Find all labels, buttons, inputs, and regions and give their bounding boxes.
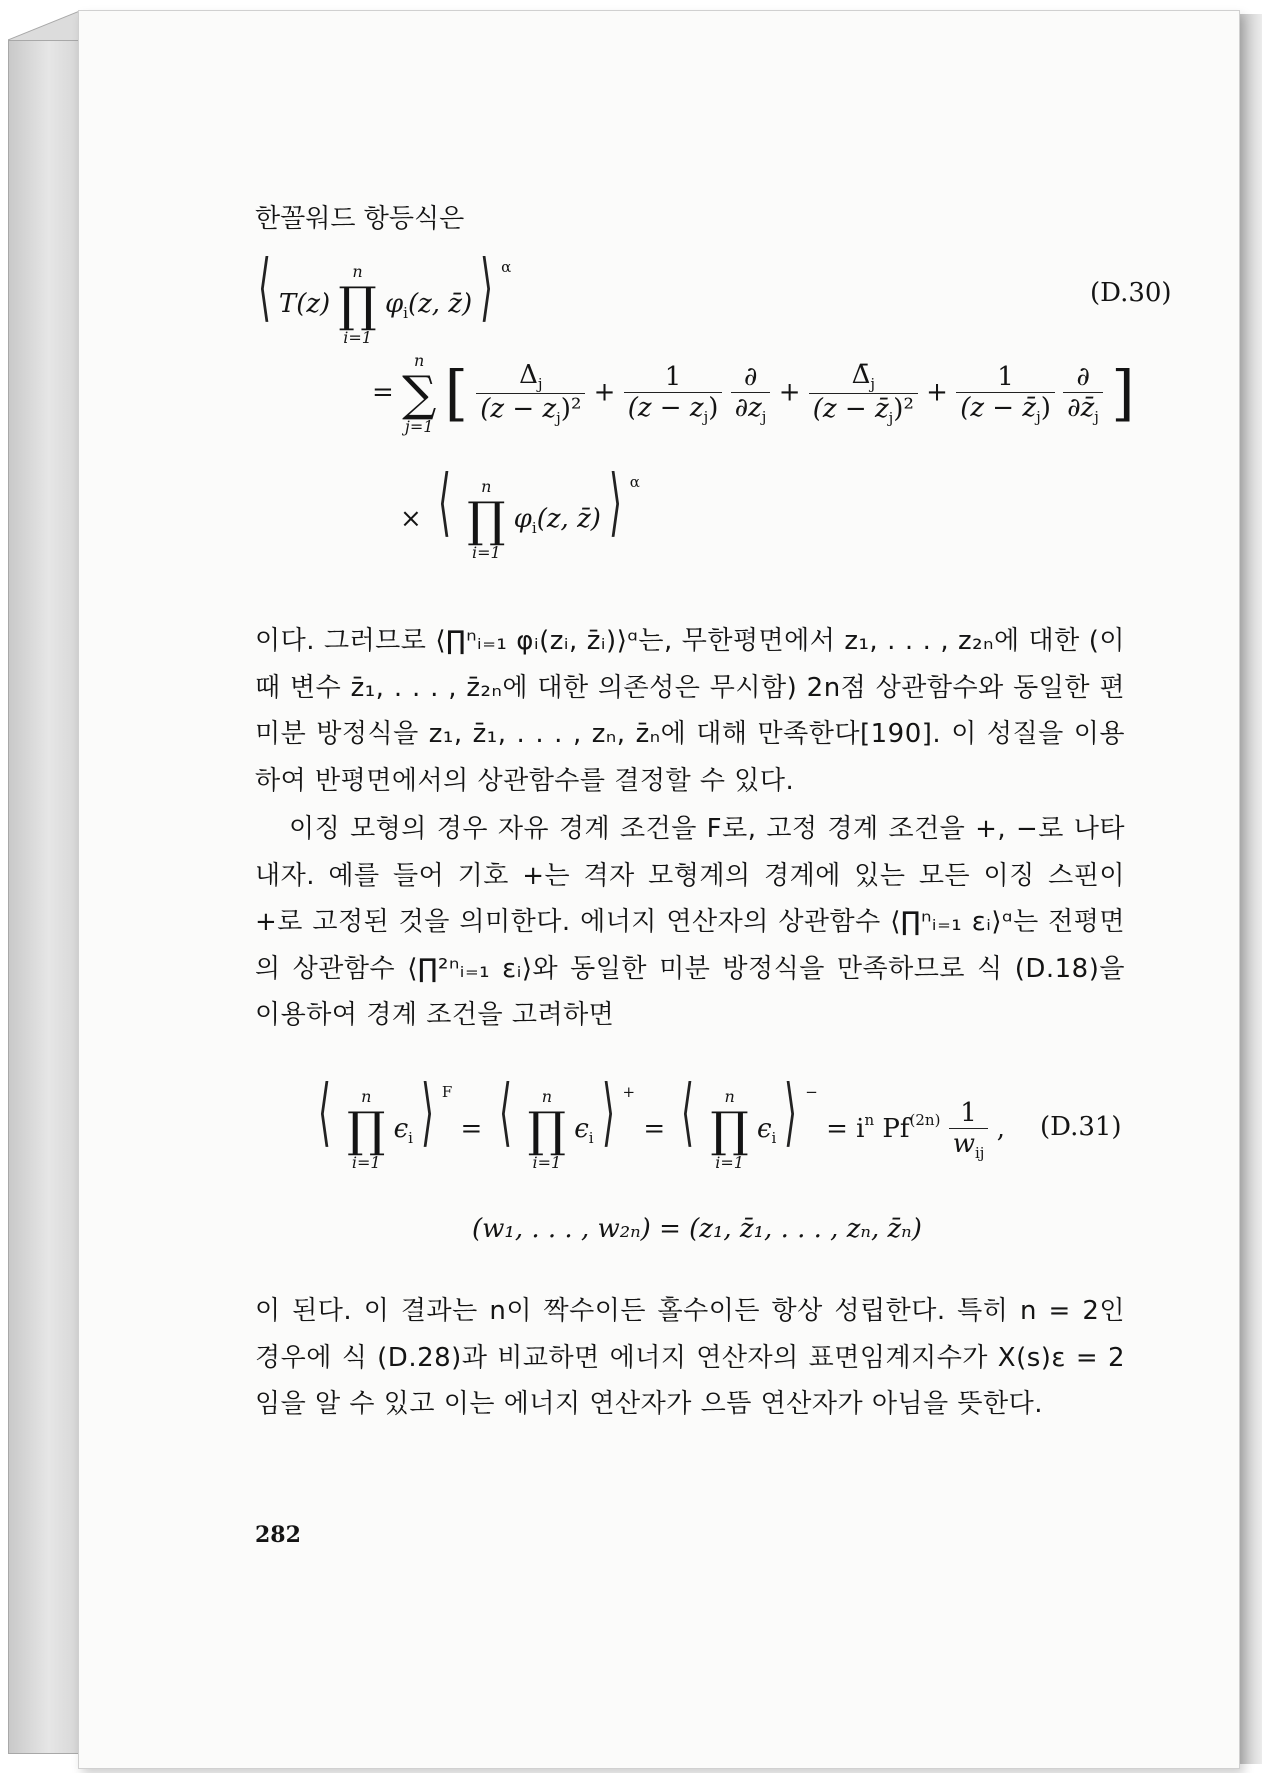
eq30-d1-den: ∂z	[734, 392, 762, 423]
eq31-comma: ,	[996, 1114, 1005, 1144]
eq30-phi2-args: (z, z̄)	[536, 504, 601, 534]
eq30-prod-bottom: i=1	[343, 328, 372, 347]
page-edge-shade	[1238, 14, 1262, 1764]
eq30-product-2: n ∏ i=1	[467, 477, 506, 562]
eq30-t1-den: (z − z	[480, 394, 557, 425]
eq30-plus-3: +	[926, 377, 948, 408]
equation-number-d30: (D.30)	[1090, 278, 1172, 308]
eq30-deriv2	[1063, 362, 1103, 426]
eq30-phi-sub: i	[403, 304, 408, 322]
paragraph-2-text: 이징 모형의 경우 자유 경계 조건을 F로, 고정 경계 조건을 +, −로 나타내자. 예를 들어 기호 +는 격자 모형계의 경계에 있는 모든 이징 스핀이 +로 고정된 것을 의미한다. 에너지 연산자의 상관함수 ⟨∏ⁿᵢ₌₁ εᵢ⟩ᵅ는 전평면의 상관함수 ⟨∏²ⁿᵢ₌₁ εᵢ⟩와 동일한 미분 방정식을 만족하므로 식 (D.18)을 이용하여 경계 조건을 고려하면	[255, 814, 1125, 1030]
eq30-prod-top: n	[352, 262, 363, 282]
equation-d30-rhs: = n ∑ j=1 [ $\frac{\Delta_j}{(z - z_j)^2}$ + $\frac{1}{(z - z_j)}$ $\frac{\partial}{\partial z_j}$ + $\frac{\Deltā_j}{(z - z̄_j)^2}$ + $\frac{1}{(z - z̄_j)}$ $\frac{\partial}{\partial z̄_j}$ ]	[372, 351, 1135, 436]
eq30-plus-1: +	[593, 377, 616, 408]
eq31-equals-2: =	[643, 1114, 666, 1144]
eq31-equals-3: =	[826, 1114, 848, 1144]
eq31-eps-1: ϵ	[393, 1114, 409, 1144]
eq30-t2-den: (z − z	[627, 392, 704, 423]
eq30-term4	[956, 362, 1055, 426]
eq30-phi: φ	[384, 289, 404, 319]
eq30-t3-den: (z − z̄	[812, 394, 889, 425]
paragraph-2	[255, 806, 1125, 1039]
eq30-d2-den: ∂z̄	[1067, 392, 1095, 423]
eq31-pf-sup: (2n)	[909, 1111, 941, 1129]
book-spine	[8, 40, 82, 1754]
page-number: 282	[255, 1522, 301, 1548]
eq30-t1-num: Δ	[519, 360, 538, 391]
eq30-t4-num: 1	[956, 362, 1055, 393]
eq31-frac-den: w	[952, 1129, 975, 1159]
eq31-prod3-top: n	[724, 1087, 735, 1107]
eq30-phi2-sub: i	[531, 519, 537, 537]
eq30-sum-top: n	[414, 351, 425, 370]
eq31-prod-3: n ∏ i=1	[710, 1087, 749, 1172]
paragraph-3	[255, 1288, 1125, 1428]
eq31-prod3-bottom: i=1	[715, 1153, 744, 1172]
eq31-prod2-bottom: i=1	[532, 1153, 562, 1172]
eq30-t1-den-sub: j	[556, 409, 561, 428]
eq30-phi-args: (z, z̄)	[407, 289, 473, 319]
equation-d31: ⟨ n ∏ i=1 $\epsilon_i$ ⟩ $^F$ = ⟨ n ∏ i=1 $\epsilon_i$ ⟩ + = ⟨ n ∏ i=1 $\epsilon_i$ ⟩ $^- = i^n$ $Pf^{(2n)}$ $\frac{1}{w_{ij}}$ ,	[317, 1069, 1005, 1172]
eq30-power-2: α	[629, 473, 640, 491]
eq31-i-power: n	[864, 1111, 875, 1129]
paragraph-1	[255, 618, 1125, 804]
eq30-times: ×	[400, 504, 422, 534]
eq30-t1-num-sub: j	[537, 375, 543, 394]
eq30-d1-num: ∂	[731, 362, 771, 393]
eq31-eps3-sub: i	[771, 1129, 777, 1147]
eq30-t3-num-sub: j	[870, 375, 876, 394]
eq31-pf: Pf	[882, 1114, 910, 1144]
eq31-eps2-sub: i	[588, 1129, 594, 1147]
eq30-t2-den-tail: )	[708, 392, 719, 423]
eq30-phi-2: φ	[513, 504, 532, 534]
eq30-d2-den-sub: j	[1094, 407, 1099, 426]
eq30-deriv1	[731, 362, 771, 426]
paragraph-1-text: 이다. 그러므로 ⟨∏ⁿᵢ₌₁ φᵢ(zᵢ, z̄ᵢ)⟩ᵅ는, 무한평면에서 z₁, . . . , z₂ₙ에 대한 (이때 변수 z̄₁, . . . , z̄₂ₙ에 대한 의존성은 무시함) 2n점 상관함수와 동일한 편미분 방정식을 z₁, z̄₁, . . . , zₙ, z̄ₙ에 대해 만족한다[190]. 이 성질을 이용하여 반평면에서의 상관함수를 결정할 수 있다.	[255, 626, 1125, 796]
eq31-sup-minus: −	[805, 1083, 818, 1101]
eq31-frac-den-sub: ij	[974, 1144, 985, 1162]
eq31-equals-1: =	[460, 1114, 483, 1144]
eq31-prod-1: n ∏ i=1	[347, 1087, 386, 1172]
eq30-sum-bottom: j=1	[404, 416, 434, 436]
eq30-plus-2: +	[778, 377, 801, 408]
eq31-prod1-top: n	[361, 1087, 372, 1107]
eq31-sup-F: F	[441, 1083, 453, 1101]
eq30-t1-den-tail: )²	[560, 394, 582, 425]
eq30-term1	[476, 360, 585, 427]
eq30-t2-den-sub: j	[703, 407, 709, 426]
eq30-t2-num: 1	[624, 362, 723, 393]
eq30-t3-den-sub: j	[888, 409, 894, 428]
eq31-eps-2: ϵ	[574, 1114, 589, 1144]
eq30-d2-num: ∂	[1063, 362, 1103, 393]
eq31-sup-plus: +	[622, 1083, 636, 1101]
eq30-product: n ∏ i=1	[338, 262, 377, 347]
eq30-equals: =	[372, 377, 394, 408]
eq30-t3-num: Δ̄	[851, 360, 871, 391]
eq31-frac	[949, 1098, 989, 1162]
eq30-power: α	[501, 258, 512, 276]
eq30-prod2-bottom: i=1	[471, 543, 501, 562]
eq30-t4-den-sub: j	[1036, 407, 1041, 426]
equation-d30-lhs: ⟨ T(z) n ∏ i=1 $\varphi_i(z$, z̄) ⟩ $^\alpha$	[257, 244, 512, 347]
eq30-t4-den: (z − z̄	[960, 392, 1037, 423]
eq30-prod2-top: n	[481, 477, 492, 497]
eq31-prod2-top: n	[541, 1087, 552, 1107]
intro-line: 한꼴워드 항등식은	[255, 204, 465, 234]
eq31-prod-2: n ∏ i=1	[527, 1087, 566, 1172]
eq31-eps1-sub: i	[408, 1129, 413, 1147]
eq31-i: i	[856, 1114, 865, 1144]
eq30-d1-den-sub: j	[761, 407, 767, 426]
eq30-term3	[809, 360, 918, 427]
equation-d30-tail: × ⟨ n ∏ i=1 $\varphi_i(z$, z̄) ⟩ $^\alpha$	[400, 459, 640, 562]
equation-w-definition: (w₁, . . . , w₂ₙ) = (z₁, z̄₁, . . . , zₙ, z̄ₙ)	[472, 1214, 922, 1244]
eq31-prod1-bottom: i=1	[351, 1153, 381, 1172]
eq30-t3-den-tail: )²	[893, 394, 914, 425]
eq31-frac-num: 1	[949, 1098, 989, 1129]
eq30-T: T(z)	[278, 289, 331, 319]
equation-number-d31: (D.31)	[1040, 1112, 1122, 1142]
eq31-eps-3: ϵ	[756, 1114, 772, 1144]
paragraph-3-text: 이 된다. 이 결과는 n이 짝수이든 홀수이든 항상 성립한다. 특히 n = 2인 경우에 식 (D.28)과 비교하면 에너지 연산자의 표면임계지수가 X(s)ε = 2임을 알 수 있고 이는 에너지 연산자가 으뜸 연산자가 아님을 뜻한다.	[255, 1296, 1125, 1419]
eq30-t4-den-tail: )	[1040, 392, 1051, 423]
eq30-term2	[624, 362, 723, 426]
eq30-sum: n ∑ j=1	[402, 351, 437, 436]
